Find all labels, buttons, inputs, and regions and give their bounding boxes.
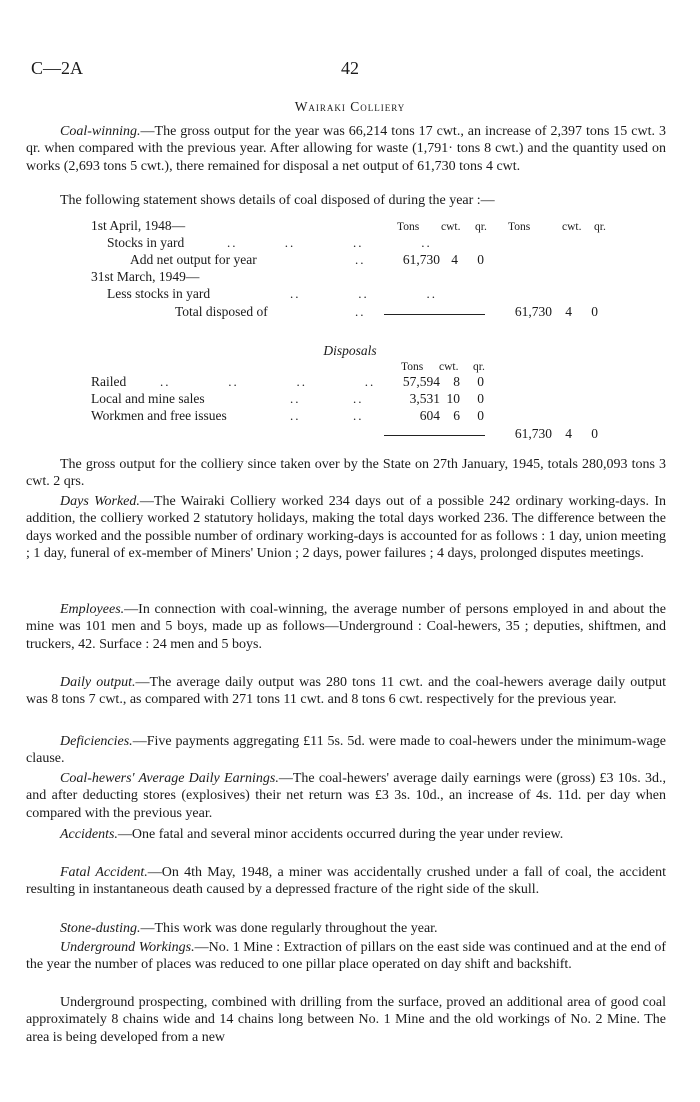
disposals-col-tons: Tons <box>401 361 424 373</box>
disposal-tons: 604 <box>419 408 440 423</box>
disposal-label-workmen: Workmen and free issues <box>91 408 227 423</box>
rule <box>384 314 485 315</box>
paragraph-deficiencies: Deficiencies.—Five payments aggregating £11 5s. 5d. were made to coal-hewers under the minimum-wage clause. <box>26 734 666 767</box>
leader-dots: .. .. .. <box>290 286 437 301</box>
col-head-cwt-2: cwt. <box>562 221 582 233</box>
disposals-total-cwt: 4 <box>565 426 572 441</box>
statement-total-tons: 61,730 <box>514 304 552 319</box>
disposals-col-cwt: cwt. <box>439 361 459 373</box>
statement-total-label: Total disposed of <box>175 304 268 319</box>
disposal-tons: 57,594 <box>402 374 440 389</box>
col-head-qr: qr. <box>475 221 487 233</box>
leader-dots: .. .. <box>290 391 364 406</box>
disposal-tons: 3,531 <box>409 391 440 406</box>
disposals-total-qr: 0 <box>591 426 598 441</box>
net-output-qr: 0 <box>477 252 484 267</box>
col-head-qr-2: qr. <box>594 221 606 233</box>
rule <box>384 435 485 436</box>
net-output-cwt: 4 <box>451 252 458 267</box>
paragraph-days-worked: Days Worked.—The Wairaki Colliery worked 234 days out of a possible 242 ordinary working-days. In addition, the colliery worked 2 statutory holidays, making the total days worked 236. The difference between the days worked and the possible number of ordinary working-days is accounted for as follows : 1 day, union meeting ; 1 day, funeral of ex-member of Miners' Union ; 2 days, power failures ; 4 days, prolonged disputes meetings. <box>26 494 666 561</box>
paragraph-prospecting: Underground prospecting, combined with drilling from the surface, proved an additional area of good coal approximately 8 chains wide and 14 chains long between No. 1 Mine and the old workings of No. 2 Mine. The area is being developed from a new <box>26 995 666 1045</box>
paragraph-employees: Employees.—In connection with coal-winning, the average number of persons employed in and about the mine was 101 men and 5 boys, made up as follows—Underground : Coal-hewers, 35 ; deputies, shiftmen, and truckers, 42. Surface : 24 men and 5 boys. <box>26 602 666 652</box>
col-head-cwt: cwt. <box>441 221 461 233</box>
paragraph-stone-dusting: Stone-dusting.—This work was done regularly throughout the year. <box>60 921 438 936</box>
paragraph-daily-output: Daily output.—The average daily output was 280 tons 11 cwt. and the coal-hewers average daily output was 8 tons 7 cwt., as compared with 271 tons 11 cwt. and 8 tons 6 cwt. respectively for the previous year. <box>26 675 666 708</box>
statement-total-cwt: 4 <box>565 304 572 319</box>
report-code: C—2A <box>31 58 84 78</box>
statement-date-close: 31st March, 1949— <box>91 269 200 284</box>
leader-dots: .. <box>355 252 366 267</box>
paragraph-statement-intro: The following statement shows details of coal disposed of during the year :— <box>60 193 495 208</box>
disposal-qr: 0 <box>477 408 484 423</box>
paragraph-earnings: Coal-hewers' Average Daily Earnings.—The coal-hewers' average daily earnings were (gross) £3 10s. 3d., and after deducting stores (explosives) their net return was £3 3s. 10d., an increase of 4s. 11d. per day when compared with the previous year. <box>26 771 666 821</box>
disposals-total-tons: 61,730 <box>514 426 552 441</box>
net-output-tons: 61,730 <box>402 252 440 267</box>
statement-less-stocks-label: Less stocks in yard <box>107 286 211 301</box>
disposal-cwt: 10 <box>446 391 460 406</box>
statement-total-qr: 0 <box>591 304 598 319</box>
section-title: Wairaki Colliery <box>294 99 406 114</box>
statement-stocks-label: Stocks in yard <box>107 235 185 250</box>
disposal-label-railed: Railed <box>91 374 127 389</box>
paragraph-gross-output: The gross output for the colliery since taken over by the State on 27th January, 1945, totals 280,093 tons 3 cwt. 2 qrs. <box>26 457 666 490</box>
leader-dots: .. <box>355 304 366 319</box>
leader-dots: .. .. <box>290 408 364 423</box>
disposals-col-qr: qr. <box>473 361 485 373</box>
statement-date-open: 1st April, 1948— <box>91 218 186 233</box>
disposal-label-local-sales: Local and mine sales <box>91 391 205 406</box>
paragraph-underground-workings: Underground Workings.—No. 1 Mine : Extraction of pillars on the east side was continued and at the end of the year the number of places was reduced to one pillar place operated on day shift and backshift. <box>26 940 666 973</box>
disposal-cwt: 8 <box>453 374 460 389</box>
disposal-qr: 0 <box>477 374 484 389</box>
paragraph-coal-winning: Coal-winning.—The gross output for the year was 66,214 tons 17 cwt., an increase of 2,397 tons 15 cwt. 3 qr. when compared with the previous year. After allowing for waste (1,791· tons 8 cwt.) and the quantity used on works (2,693 tons 5 cwt.), there remained for disposal a net output of 61,730 tons 4 cwt. <box>26 124 666 174</box>
leader-dots: .. .. .. .. <box>160 374 376 389</box>
col-head-tons-2: Tons <box>508 221 531 233</box>
disposals-heading: Disposals <box>323 343 377 358</box>
page-number: 42 <box>341 58 359 78</box>
statement-net-output-label: Add net output for year <box>130 252 257 267</box>
paragraph-fatal-accident: Fatal Accident.—On 4th May, 1948, a miner was accidentally crushed under a fall of coal, the accident resulting in instantaneous death caused by a depressed fracture of the right side of the skull. <box>26 865 666 898</box>
paragraph-accidents: Accidents.—One fatal and several minor accidents occurred during the year under review. <box>60 827 564 842</box>
leader-dots: .. .. .. .. <box>227 235 432 250</box>
disposal-qr: 0 <box>477 391 484 406</box>
disposal-cwt: 6 <box>453 408 460 423</box>
col-head-tons: Tons <box>397 221 420 233</box>
